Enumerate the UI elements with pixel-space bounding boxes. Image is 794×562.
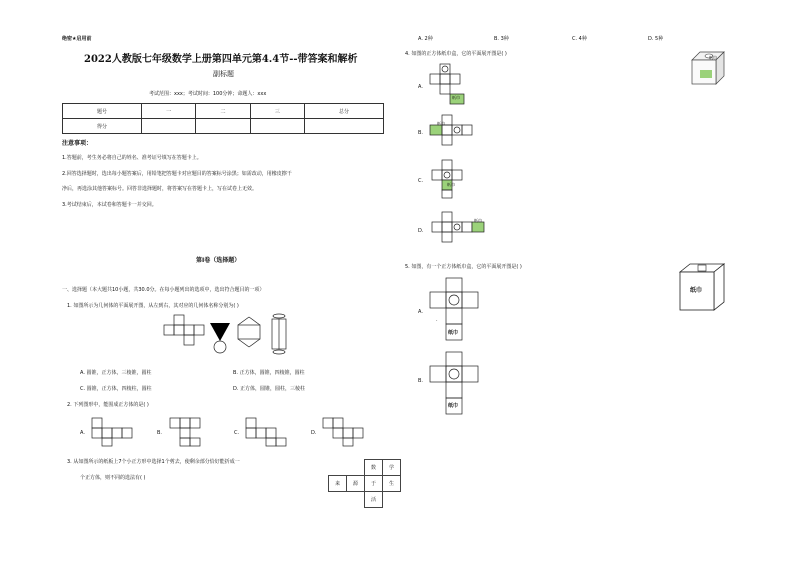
section-title: 第I卷（选择题）	[196, 257, 241, 264]
question-3-stem-line1: 3. 从如图所示的纸板上7个小正方形中选择1个剪去，使剩余部分恰好能折成一	[67, 459, 240, 465]
notice-title: 注意事项：	[62, 140, 93, 147]
score-header-row	[63, 104, 384, 119]
score-cell: 二	[196, 104, 250, 119]
q2-label-c[interactable]: C.	[234, 430, 240, 436]
score-cell: 题号	[63, 104, 142, 119]
q4-tissue-label-a: 纸巾	[452, 95, 460, 100]
q1-cube-net	[164, 315, 204, 345]
q4-label-c[interactable]: C.	[418, 178, 424, 184]
score-table	[62, 103, 384, 134]
score-cell[interactable]	[250, 119, 304, 134]
q4-tissue-label-box: 纸巾	[709, 55, 717, 60]
q4-tissue-box-figure	[690, 50, 726, 84]
subtitle: 副标题	[213, 70, 234, 78]
q5-label-a[interactable]: A.	[418, 309, 423, 315]
q1-cone-net	[210, 323, 230, 353]
grid-cell[interactable]: 生	[383, 476, 401, 492]
q4-label-b[interactable]: B.	[418, 130, 424, 136]
grid-cell[interactable]: 活	[365, 492, 383, 508]
score-cell[interactable]	[141, 119, 195, 134]
q1-pyramid-net	[238, 317, 260, 347]
score-value-row	[63, 119, 384, 134]
score-cell: 得分	[63, 119, 142, 134]
question-4-stem: 4. 如图的正方体纸巾盒，它的平面展开图是( )	[405, 51, 507, 57]
q5-tissue-label-box: 纸巾	[690, 287, 703, 294]
q3-option-d[interactable]: D. 5种	[648, 36, 664, 42]
q2-label-b[interactable]: B.	[157, 430, 163, 436]
q2-figure-b[interactable]	[170, 418, 214, 446]
q4-tissue-label-c: 纸巾	[447, 182, 455, 187]
score-cell[interactable]	[305, 119, 384, 134]
grid-cell[interactable]: 学	[383, 460, 401, 476]
grid-cell[interactable]: 于	[365, 476, 383, 492]
q4-tissue-label-b: 纸巾	[437, 121, 445, 126]
q3-option-b[interactable]: B. 3种	[494, 36, 509, 42]
score-cell: 总分	[305, 104, 384, 119]
question-5-stem: 5. 如图，有一个正方体纸巾盒，它的平面展开图是( )	[405, 264, 522, 270]
q2-figure-a[interactable]	[92, 418, 136, 446]
part-title: 一、选择题（本大题共10小题，共30.0分。在每小题列出的选项中，选出符合题目的一项）	[62, 287, 265, 293]
q3-grid-figure	[328, 459, 401, 508]
q4-net-c[interactable]	[430, 160, 480, 200]
q4-net-a[interactable]	[430, 64, 470, 108]
q2-figure-d[interactable]	[323, 418, 367, 446]
q1-option-b[interactable]: B. 正方体，圆锥，四棱锥，圆柱	[233, 370, 305, 376]
q3-option-c[interactable]: C. 4种	[572, 36, 587, 42]
question-3-stem-line2: 个正方体，则不同的选法有( )	[80, 475, 146, 481]
exam-info: 考试范围：xxx；考试时间：100分钟；命题人：xxx	[149, 91, 267, 97]
q1-nets-figure	[160, 315, 310, 355]
q3-option-a[interactable]: A. 2种	[418, 36, 433, 42]
q5-dot: .	[436, 317, 438, 323]
notice-line: 2.回答选择题时，选出每小题答案后，用铅笔把答题卡对应题目的答案标号涂黑；如需改动，用橡皮擦干	[62, 171, 292, 177]
q1-option-a[interactable]: A. 圆锥，正方体，三棱锥，圆柱	[80, 370, 152, 376]
q4-tissue-label-d: 纸巾	[474, 218, 482, 223]
question-1-stem: 1. 如图所示为几何体的平面展开图，从左到右，其对应的几何体名称分别为( )	[67, 303, 239, 309]
q4-label-d[interactable]: D.	[418, 228, 424, 234]
q5-tissue-label-a: 纸巾	[448, 330, 459, 336]
grid-cell[interactable]: 源	[347, 476, 365, 492]
question-2-stem: 2. 下列图形中，能围成正方体的是( )	[67, 402, 149, 408]
q1-cylinder-net	[272, 314, 286, 354]
grid-cell[interactable]: 来	[329, 476, 347, 492]
notice-line: 1.答题前，考生务必将自己的姓名、准考证号填写在答题卡上。	[62, 155, 202, 161]
q2-label-a[interactable]: A.	[80, 430, 85, 436]
notice-line: 净后，再选涂其他答案标号。回答非选择题时，将答案写在答题卡上，写在试卷上无效。	[62, 186, 258, 192]
grid-cell[interactable]: 数	[365, 460, 383, 476]
notice-line: 3.考试结束后，本试卷和答题卡一并交回。	[62, 202, 157, 208]
q4-label-a[interactable]: A.	[418, 84, 423, 90]
q1-option-c[interactable]: C. 圆锥，正方体，四棱柱，圆柱	[80, 386, 152, 392]
score-cell[interactable]	[196, 119, 250, 134]
page-title: 2022人教版七年级数学上册第四单元第4.4节--带答案和解析	[84, 54, 358, 65]
secret-label: 绝密★启用前	[62, 36, 92, 42]
q2-label-d[interactable]: D.	[311, 430, 317, 436]
q2-figure-c[interactable]	[246, 418, 290, 446]
q5-label-b[interactable]: B.	[418, 378, 424, 384]
q5-tissue-label-b: 纸巾	[448, 403, 459, 409]
score-cell: 一	[141, 104, 195, 119]
score-cell: 三	[250, 104, 304, 119]
q1-option-d[interactable]: D. 正方体，圆锥，圆柱，三棱柱	[233, 386, 306, 392]
